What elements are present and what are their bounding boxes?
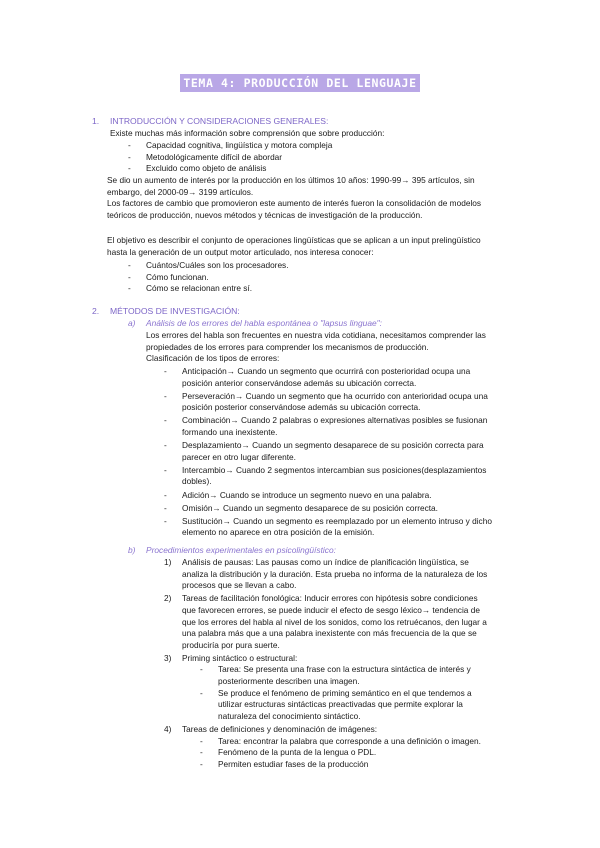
section-number: 1. [92, 116, 100, 126]
error-type-item: Perseveración→ Cuando un segmento que ha ocurrido con anterioridad ocupa una [182, 390, 488, 401]
numbered-item: procesos que se llevan a cabo. [182, 580, 297, 591]
sub-bullet-item: Tarea: encontrar la palabra que corresponde a una definición o imagen. [218, 735, 481, 746]
error-type-item: dobles). [182, 476, 212, 487]
error-type-item: parecer en otro lugar diferente. [182, 451, 296, 462]
paragraph-line: Clasificación de los tipos de errores: [146, 353, 280, 364]
sub-bullet-item: posteriormente describen una imagen. [218, 676, 360, 686]
subsection-heading: Procedimientos experimentales en psicolingüístico: [146, 545, 336, 555]
bullet-dash: - [164, 440, 167, 451]
sub-bullet-item: utilizar estructuras sintácticas preactivadas que permite explorar la [218, 699, 463, 710]
bullet-item: Metodológicamente difícil de abordar [146, 151, 283, 162]
error-type-item: Sustitución→ Cuando un segmento es reemplazado por un elemento intruso y dicho [182, 515, 492, 526]
paragraph-line: teóricos de producción, nuevos métodos y técnicas de investigación de la producción. [107, 209, 423, 220]
paragraph-line: Se dio un aumento de interés por la producción en los últimos 10 años: 1990-99→ 395 artículos, sin [107, 175, 475, 185]
title-wrap [0, 74, 600, 92]
numbered-item: Priming sintáctico o estructural: [182, 652, 298, 663]
list-number: 2) [164, 593, 172, 604]
bullet-item: Excluido como objeto de análisis [146, 163, 267, 174]
section-number: 2. [92, 306, 100, 316]
numbered-item: Tareas de facilitación fonológica: Inducir errores con hipótesis sobre condiciones [182, 593, 478, 604]
list-number: 3) [164, 652, 172, 663]
error-type-item: Adición→ Cuando se introduce un segmento nuevo en una palabra. [182, 489, 432, 500]
bullet-dash: - [164, 366, 167, 376]
bullet-dash: - [128, 283, 131, 294]
bullet-dash: - [200, 747, 203, 758]
bullet-dash: - [128, 151, 131, 162]
bullet-dash: - [128, 163, 131, 174]
error-type-item: elemento no aparece en otra posición de la emisión. [182, 527, 375, 538]
bullet-dash: - [128, 271, 131, 282]
bullet-dash: - [200, 664, 203, 675]
sub-bullet-item: naturaleza del conocimiento sintáctico. [218, 710, 361, 721]
bullet-item: Cómo funcionan. [146, 271, 209, 282]
error-type-item: Anticipación→ Cuando un segmento que ocurrirá con posterioridad ocupa una [182, 366, 471, 376]
paragraph-line: Los errores del habla son frecuentes en nuestra vida cotidiana, necesitamos comprender las [146, 330, 486, 340]
bullet-dash: - [164, 489, 167, 500]
error-type-item: Combinación→ Cuando 2 palabras o expresiones alternativas posibles se fusionan [182, 415, 488, 426]
numbered-item: Análisis de pausas: Las pausas como un índice de planificación lingüística, se [182, 557, 469, 567]
sub-bullet-item: Se produce el fenómeno de priming semántico en el que tendemos a [218, 687, 472, 698]
bullet-item: Capacidad cognitiva, lingüística y motora compleja [146, 140, 333, 150]
bullet-dash: - [164, 515, 167, 526]
paragraph-line: propiedades de los errores para comprender los mecanismos de producción. [146, 341, 429, 352]
paragraph-line: El objetivo es describir el conjunto de operaciones lingüísticas que se aplican a un input prelingüístico [107, 235, 481, 245]
bullet-dash: - [200, 758, 203, 769]
numbered-item: que los errores del habla al nivel de los sonidos, como los retruécanos, den lugar a [182, 616, 487, 627]
sub-bullet-item: Fenómeno de la punta de la lengua o PDL. [218, 747, 377, 758]
section-heading: INTRODUCCIÓN Y CONSIDERACIONES GENERALES: [110, 116, 329, 126]
bullet-dash: - [164, 464, 167, 475]
bullet-dash: - [164, 502, 167, 513]
error-type-item: Omisión→ Cuando un segmento desaparece de su posición correcta. [182, 502, 438, 513]
bullet-dash: - [200, 687, 203, 698]
subsection-letter: b) [128, 545, 136, 555]
error-type-item: posición posterior conservándose además su ubicación correcta. [182, 402, 421, 413]
subsection-letter: a) [128, 318, 136, 328]
error-type-item: Desplazamiento→ Cuando un segmento desaparece de su posición correcta para [182, 440, 484, 451]
subsection-heading: Análisis de los errores del habla espontánea o "lapsus linguae": [146, 318, 382, 328]
list-number: 4) [164, 723, 172, 734]
error-type-item: Intercambio→ Cuando 2 segmentos intercambian sus posiciones(desplazamientos [182, 464, 487, 475]
numbered-item: una palabra más que a una palabra inexistente con más frecuencia de la que se [182, 628, 477, 639]
bullet-dash: - [128, 260, 131, 270]
sub-bullet-item: Permiten estudiar fases de la producción [218, 758, 369, 769]
numbered-item: produciría por pura suerte. [182, 639, 280, 650]
paragraph-line: embargo, del 2000-09→ 3199 artículos. [107, 186, 254, 197]
numbered-item: que favorecen errores, se puede inducir el efecto de sesgo léxico→ tendencia de [182, 604, 480, 615]
numbered-item: analiza la distribución y la duración. Esta prueba no informa de la naturaleza de los [182, 568, 488, 579]
bullet-dash: - [164, 415, 167, 426]
section-heading: MÉTODOS DE INVESTIGACIÓN: [110, 306, 240, 316]
paragraph-line: Existe muchas más información sobre comprensión que sobre producción: [110, 128, 385, 138]
bullet-item: Cómo se relacionan entre sí. [146, 283, 253, 294]
bullet-item: Cuántos/Cuáles son los procesadores. [146, 260, 289, 270]
paragraph-line: Los factores de cambio que promovieron este aumento de interés fueron la consolidación de modelos [107, 198, 482, 209]
bullet-dash: - [200, 735, 203, 746]
numbered-item: Tareas de definiciones y denominación de imágenes: [182, 723, 378, 734]
error-type-item: posición anterior conservándose además su ubicación correcta. [182, 377, 417, 388]
sub-bullet-item: Tarea: Se presenta una frase con la estructura sintáctica de interés y [218, 664, 471, 675]
document-title: TEMA 4: PRODUCCIÓN DEL LENGUAJE [180, 74, 419, 92]
bullet-dash: - [128, 140, 131, 150]
list-number: 1) [164, 557, 172, 567]
paragraph-line: hasta la generación de un output motor articulado, nos interesa conocer: [107, 246, 374, 257]
bullet-dash: - [164, 390, 167, 401]
error-type-item: formando una inexistente. [182, 427, 278, 437]
